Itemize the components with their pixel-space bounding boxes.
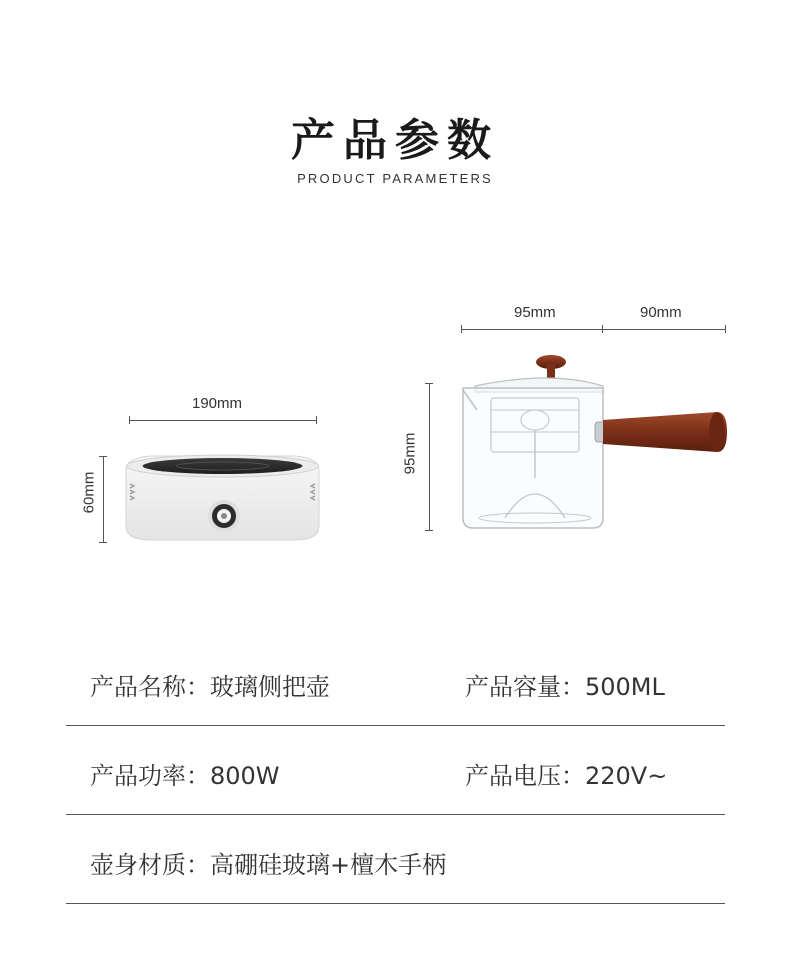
stove-height-tick-top [99, 456, 107, 457]
param-name-label: 产品名称： [90, 673, 210, 701]
param-voltage-label: 产品电压： [465, 762, 585, 790]
row-divider [66, 903, 725, 904]
teapot-width-tick-left [461, 325, 462, 333]
teapot-handle-width-label: 90mm [640, 304, 682, 321]
param-material-label: 壶身材质： [90, 851, 210, 879]
stove-height-label: 60mm [80, 471, 98, 514]
teapot-body-width-label: 95mm [514, 304, 556, 321]
teapot-width-tick-right [725, 325, 726, 333]
page-title: 产品参数 [291, 115, 499, 166]
teapot-width-tick-mid [602, 325, 603, 333]
row-divider [66, 814, 725, 815]
electric-stove-image [120, 448, 325, 548]
page-subtitle: PRODUCT PARAMETERS [297, 171, 493, 186]
param-material [90, 845, 446, 880]
param-material-value: 高硼硅玻璃+檀木手柄 [210, 851, 447, 879]
param-voltage-value: 220V~ [585, 762, 668, 790]
glass-teapot-image [455, 350, 735, 535]
stove-width-tick-left [129, 416, 130, 424]
teapot-height-tick-top [425, 383, 433, 384]
param-capacity-value: 500ML [585, 673, 665, 701]
stove-width-line [129, 420, 316, 421]
stove-width-label: 190mm [192, 395, 243, 412]
teapot-height-label: 95mm [401, 432, 419, 475]
stove-height-line [103, 456, 104, 542]
param-voltage [465, 756, 667, 791]
param-capacity [465, 667, 665, 702]
stove-width-tick-right [316, 416, 317, 424]
param-power [90, 756, 280, 791]
teapot-width-line [461, 329, 725, 330]
teapot-height-tick-bottom [425, 530, 433, 531]
param-capacity-label: 产品容量： [465, 673, 585, 701]
param-power-label: 产品功率： [90, 762, 210, 790]
param-power-value: 800W [210, 762, 280, 790]
teapot-height-line [429, 383, 430, 530]
stove-height-tick-bottom [99, 542, 107, 543]
row-divider [66, 725, 725, 726]
param-name-value: 玻璃侧把壶 [210, 673, 330, 701]
param-name [90, 667, 330, 702]
